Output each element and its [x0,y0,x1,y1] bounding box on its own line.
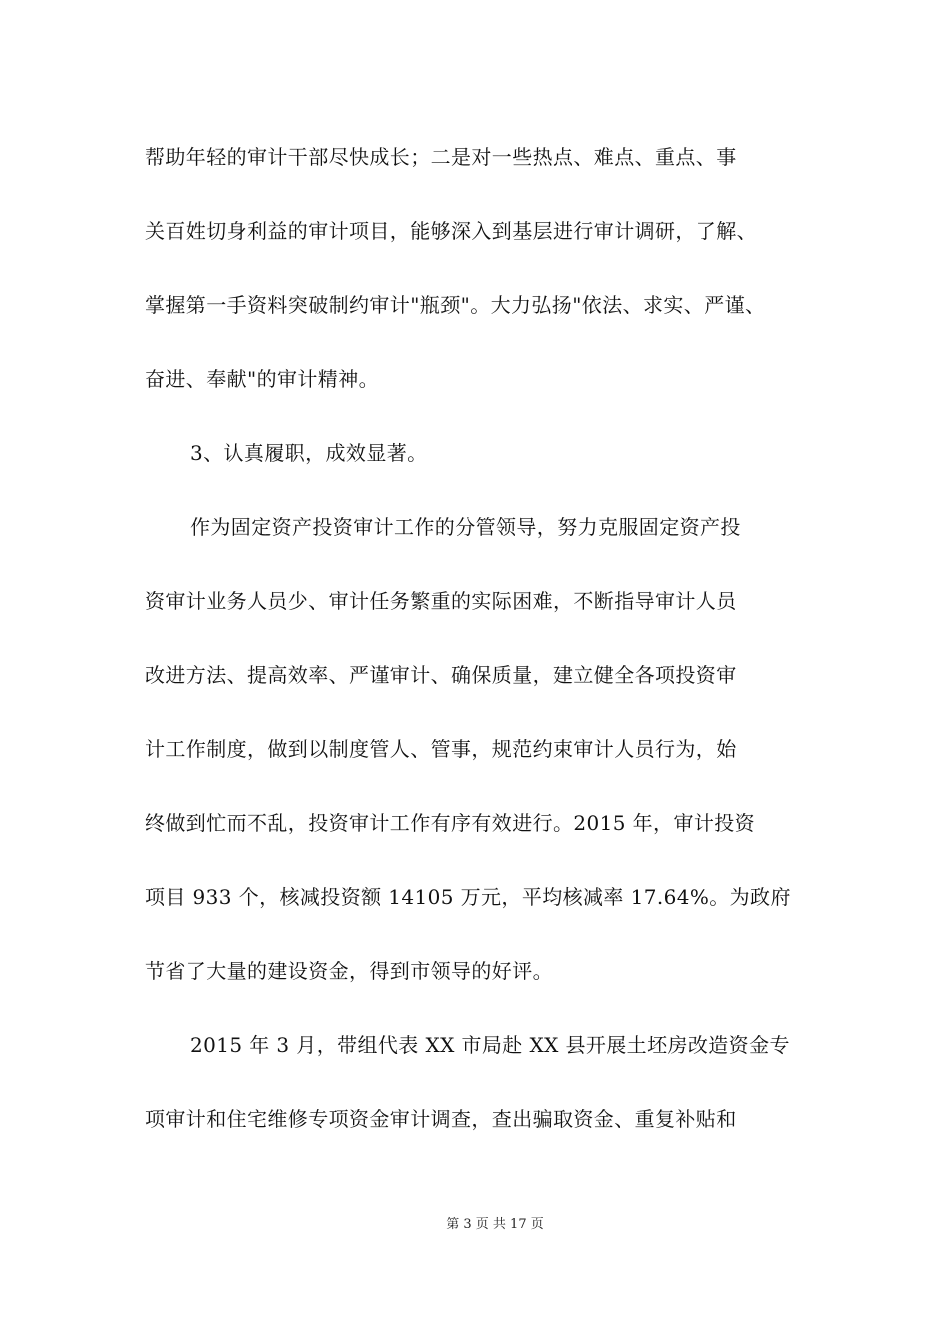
text-line: 2015 年 3 月，带组代表 XX 市局赴 XX 县开展土坯房改造资金专 [190,1033,790,1057]
text-line: 项审计和住宅维修专项资金审计调查，查出骗取资金、重复补贴和 [145,1107,737,1131]
text-line: 帮助年轻的审计干部尽快成长；二是对一些热点、难点、重点、事 [145,145,737,169]
text-line: 资审计业务人员少、审计任务繁重的实际困难，不断指导审计人员 [145,589,737,613]
text-line: 作为固定资产投资审计工作的分管领导，努力克服固定资产投 [190,515,741,539]
text-line: 关百姓切身利益的审计项目，能够深入到基层进行审计调研，了解、 [145,219,757,243]
section-heading: 3、认真履职，成效显著。 [190,441,428,465]
text-line: 奋进、奉献"的审计精神。 [145,367,379,391]
text-line: 终做到忙而不乱，投资审计工作有序有效进行。2015 年，审计投资 [145,811,756,835]
page-footer: 第 3 页 共 17 页 [446,1217,544,1232]
text-line: 掌握第一手资料突破制约审计"瓶颈"。大力弘扬"依法、求实、严谨、 [145,293,766,317]
text-line: 计工作制度，做到以制度管人、管事，规范约束审计人员行为，始 [145,737,737,761]
text-line: 改进方法、提高效率、严谨审计、确保质量，建立健全各项投资审 [145,663,737,687]
text-line: 节省了大量的建设资金，得到市领导的好评。 [145,959,553,983]
text-line: 项目 933 个，核减投资额 14105 万元，平均核减率 17.64%。为政府 [145,885,791,909]
